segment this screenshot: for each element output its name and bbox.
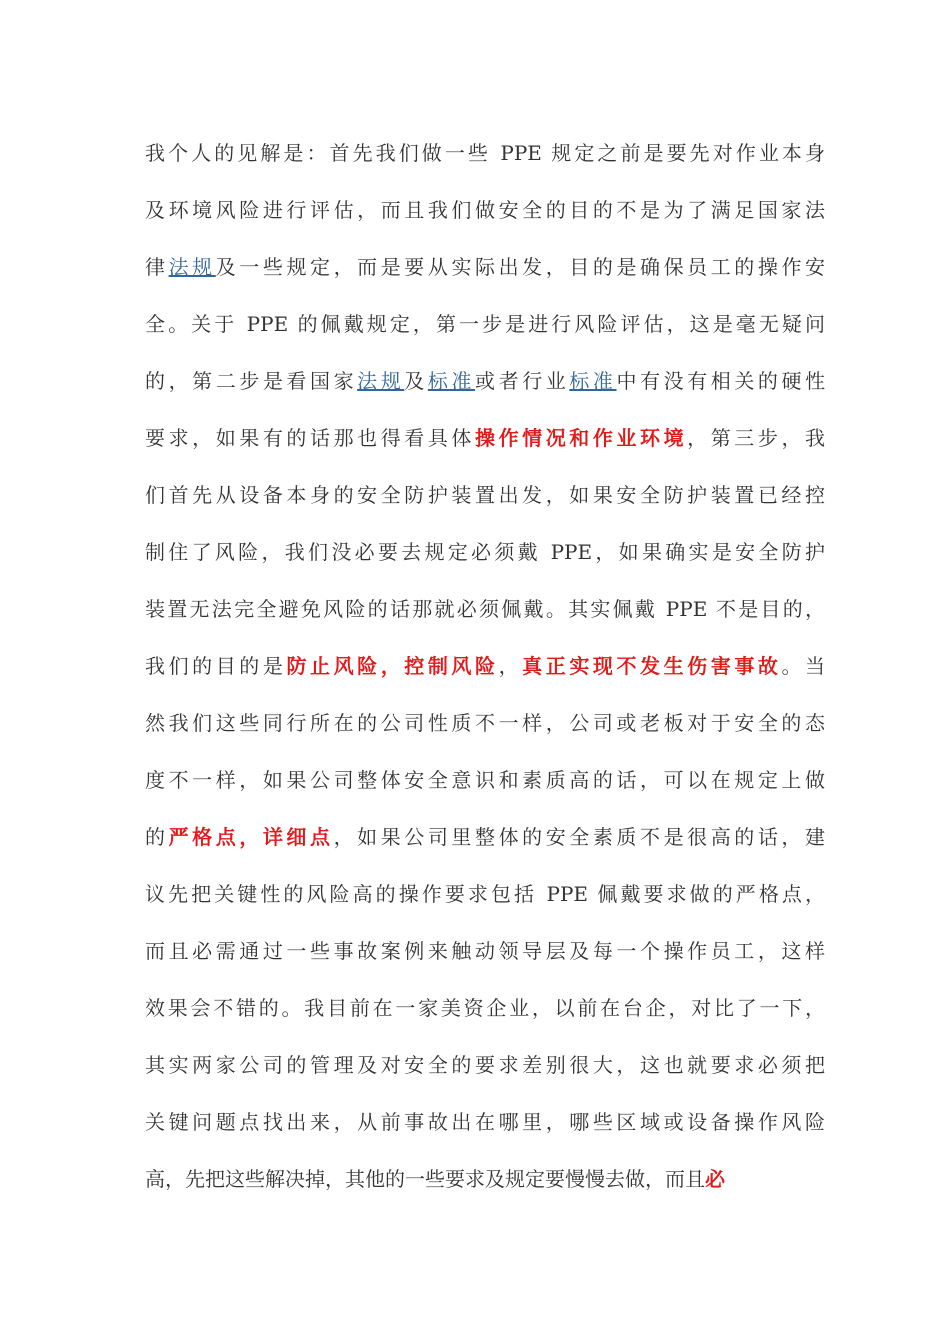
text-run: 制住了风险，我们没必要去规定必须戴 PPE，如果确实是安全防护 <box>145 540 825 564</box>
highlighted-text: 真正实现不发生伤害事故 <box>522 654 782 678</box>
text-run: ，如果公司里整体的安全素质不是很高的话，建 <box>333 825 826 849</box>
text-run: 效果会不错的。我目前在一家美资企业，以前在台企，对比了一下， <box>145 996 825 1020</box>
text-run: 的 <box>145 825 169 849</box>
text-run: 而且必需通过一些事故案例来触动领导层及每一个操作员工，这样 <box>145 939 825 963</box>
text-line <box>145 182 825 239</box>
text-run: 律 <box>145 255 169 279</box>
text-run: 我们的目的是 <box>145 654 287 678</box>
highlighted-text: 必 <box>705 1167 725 1191</box>
text-run: 或者行业 <box>475 369 570 393</box>
inline-link[interactable]: 法规 <box>168 255 216 279</box>
text-line <box>145 239 825 296</box>
text-run: 要求，如果有的话那也得看具体 <box>145 426 475 450</box>
text-line <box>145 296 825 353</box>
text-line <box>145 467 825 524</box>
inline-link[interactable]: 标准 <box>569 369 617 393</box>
text-line <box>145 638 825 695</box>
text-run: ，第三步，我 <box>687 426 826 450</box>
text-run: 及环境风险进行评估，而且我们做安全的目的不是为了满足国家法 <box>145 198 825 222</box>
text-line <box>145 581 825 638</box>
text-run: 度不一样，如果公司整体安全意识和素质高的话，可以在规定上做 <box>145 768 825 792</box>
text-run: 及 <box>404 369 428 393</box>
paragraph <box>145 125 825 1208</box>
text-line <box>145 1037 825 1094</box>
text-run: 的，第二步是看国家 <box>145 369 358 393</box>
text-run: 关键问题点找出来，从前事故出在哪里，哪些区域或设备操作风险 <box>145 1110 825 1134</box>
text-run: 议先把关键性的风险高的操作要求包括 PPE 佩戴要求做的严格点， <box>145 882 825 906</box>
inline-link[interactable]: 法规 <box>357 369 405 393</box>
text-line <box>145 809 825 866</box>
text-line <box>145 752 825 809</box>
text-line <box>145 695 825 752</box>
text-run: 及一些规定，而是要从实际出发，目的是确保员工的操作安 <box>215 255 826 279</box>
text-line <box>145 1151 825 1208</box>
text-line <box>145 1094 825 1151</box>
text-line <box>145 866 825 923</box>
text-run: 然我们这些同行所在的公司性质不一样，公司或老板对于安全的态 <box>145 711 825 735</box>
text-run: 我个人的见解是：首先我们做一些 PPE 规定之前是要先对作业本身 <box>145 141 825 165</box>
inline-link[interactable]: 标准 <box>427 369 476 393</box>
text-line <box>145 410 825 467</box>
text-line <box>145 923 825 980</box>
text-run: 全。关于 PPE 的佩戴规定，第一步是进行风险评估，这是毫无疑问 <box>145 312 825 336</box>
text-line <box>145 353 825 410</box>
text-run: 中有没有相关的硬性 <box>616 369 826 393</box>
text-line <box>145 980 825 1037</box>
highlighted-text: 严格点，详细点 <box>168 825 334 849</box>
text-run: 们首先从设备本身的安全防护装置出发，如果安全防护装置已经控 <box>145 483 825 507</box>
highlighted-text: 操作情况和作业环境 <box>475 426 688 450</box>
text-line <box>145 524 825 581</box>
text-run: 。当 <box>781 654 826 678</box>
text-run: 装置无法完全避免风险的话那就必须佩戴。其实佩戴 PPE 不是目的， <box>145 597 825 621</box>
text-line <box>145 125 825 182</box>
text-run: 其实两家公司的管理及对安全的要求差别很大，这也就要求必须把 <box>145 1053 825 1077</box>
text-run: ， <box>498 654 523 678</box>
text-run: 高，先把这些解决掉，其他的一些要求及规定要慢慢去做，而且 <box>145 1167 705 1191</box>
highlighted-text: 防止风险，控制风险 <box>286 654 499 678</box>
